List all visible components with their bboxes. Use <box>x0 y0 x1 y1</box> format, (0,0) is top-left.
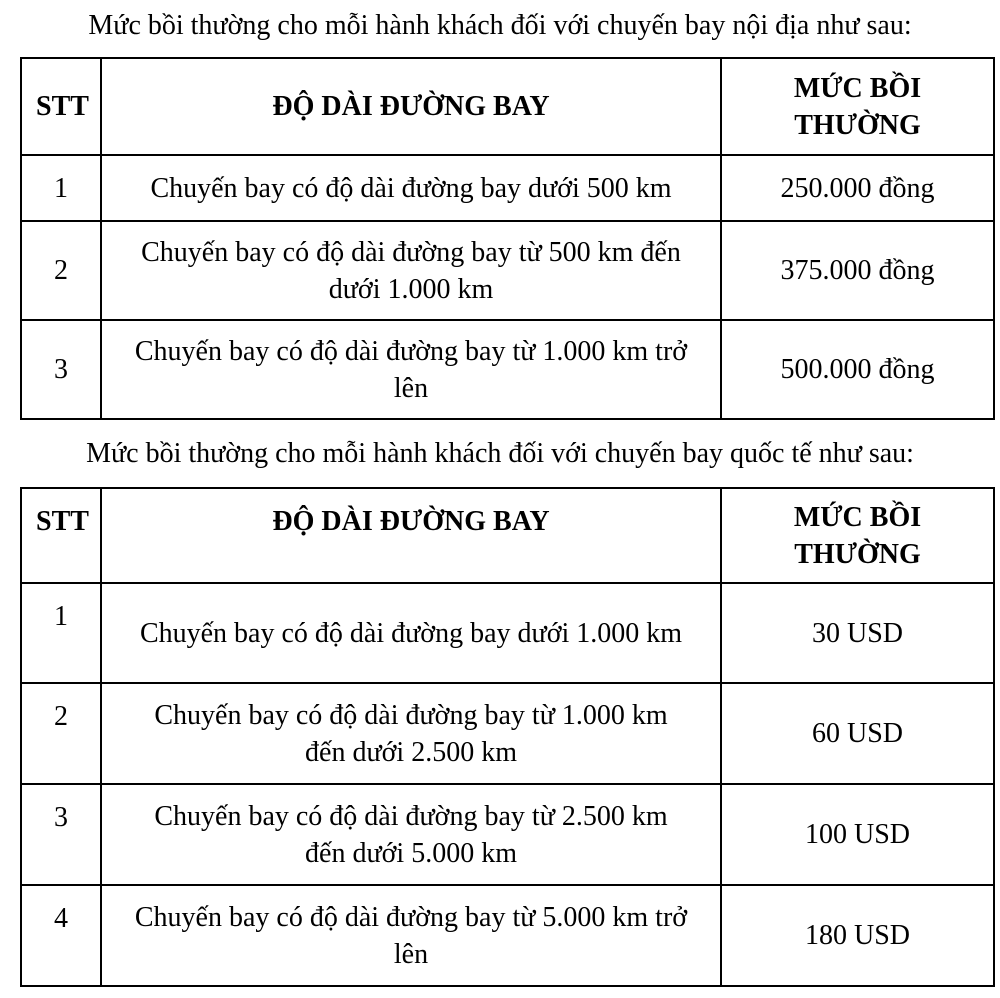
row-stt: 2 <box>21 683 101 784</box>
row-distance: Chuyến bay có độ dài đường bay từ 2.500 km đến dưới 5.000 km <box>101 784 721 885</box>
row-stt: 3 <box>21 320 101 419</box>
domestic-table-title: Mức bồi thường cho mỗi hành khách đối với chuyến bay nội địa như sau: <box>88 10 912 41</box>
table-row <box>21 885 994 986</box>
international-compensation-table <box>20 487 995 987</box>
row-stt: 4 <box>21 885 101 986</box>
row-distance: Chuyến bay có độ dài đường bay từ 1.000 km trở lên <box>101 320 721 419</box>
row-compensation: 375.000 đồng <box>721 221 994 320</box>
row-stt: 3 <box>21 784 101 885</box>
column-header-distance: ĐỘ DÀI ĐƯỜNG BAY <box>101 58 721 155</box>
row-compensation: 180 USD <box>721 885 994 986</box>
column-header-stt: STT <box>21 58 101 155</box>
row-stt: 1 <box>21 155 101 221</box>
row-stt: 2 <box>21 221 101 320</box>
row-compensation: 100 USD <box>721 784 994 885</box>
domestic-compensation-table <box>20 57 995 420</box>
row-compensation: 30 USD <box>721 583 994 683</box>
column-header-distance: ĐỘ DÀI ĐƯỜNG BAY <box>101 488 721 583</box>
row-compensation: 60 USD <box>721 683 994 784</box>
table-row <box>21 155 994 221</box>
row-distance: Chuyến bay có độ dài đường bay từ 500 km đến dưới 1.000 km <box>101 221 721 320</box>
row-distance: Chuyến bay có độ dài đường bay từ 5.000 km trở lên <box>101 885 721 986</box>
column-header-compensation: MỨC BỒI THƯỜNG <box>721 58 994 155</box>
international-table-title: Mức bồi thường cho mỗi hành khách đối với chuyến bay quốc tế như sau: <box>86 438 914 469</box>
row-compensation: 250.000 đồng <box>721 155 994 221</box>
row-distance: Chuyến bay có độ dài đường bay dưới 500 km <box>101 155 721 221</box>
row-distance: Chuyến bay có độ dài đường bay từ 1.000 km đến dưới 2.500 km <box>101 683 721 784</box>
row-compensation: 500.000 đồng <box>721 320 994 419</box>
table-row <box>21 320 994 419</box>
table-header-row <box>21 488 994 583</box>
column-header-compensation: MỨC BỒI THƯỜNG <box>721 488 994 583</box>
table-row <box>21 683 994 784</box>
table-row <box>21 784 994 885</box>
column-header-stt: STT <box>21 488 101 583</box>
row-stt: 1 <box>21 583 101 683</box>
row-distance: Chuyến bay có độ dài đường bay dưới 1.000 km <box>101 583 721 683</box>
table-row <box>21 221 994 320</box>
table-header-row <box>21 58 994 155</box>
table-row <box>21 583 994 683</box>
